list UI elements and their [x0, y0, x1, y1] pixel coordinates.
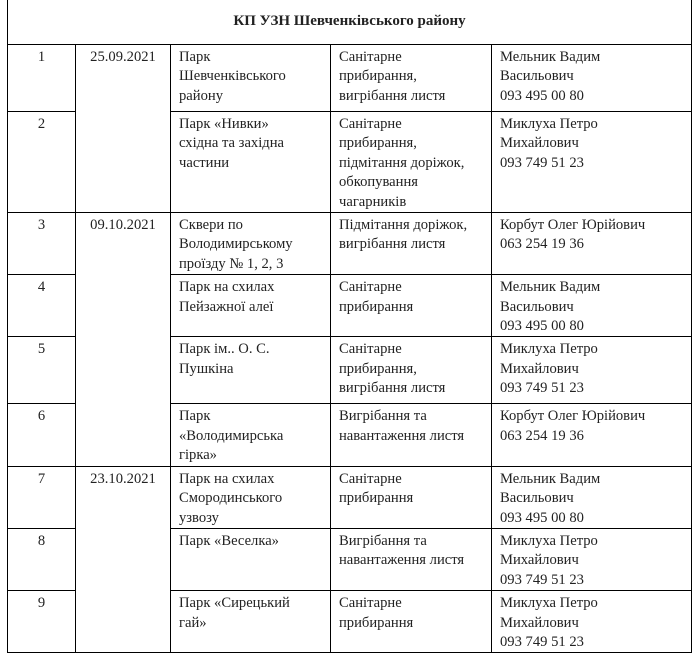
responsible-cell: Миклуха Петро Михайлович 093 749 51 23 [492, 337, 692, 404]
work-cell: Санітарне прибирання [331, 466, 492, 528]
responsible-cell: Корбут Олег Юрійович 063 254 19 36 [492, 404, 692, 466]
date-cell: 09.10.2021 [76, 213, 171, 467]
table-row [8, 466, 692, 528]
place-cell: Парк «Сирецький гай» [171, 591, 331, 653]
date-cell: 23.10.2021 [76, 466, 171, 653]
work-cell: Підмітання доріжок, вигрібання листя [331, 213, 492, 275]
responsible-cell: Мельник Вадим Васильович 093 495 00 80 [492, 275, 692, 337]
place-cell: Парк на схилах Пейзажної алеї [171, 275, 331, 337]
work-cell: Санітарне прибирання [331, 591, 492, 653]
place-cell: Парк на схилах Смородинського узвозу [171, 466, 331, 528]
work-cell: Санітарне прибирання, вигрібання листя [331, 45, 492, 112]
responsible-cell: Мельник Вадим Васильович 093 495 00 80 [492, 45, 692, 112]
work-cell: Санітарне прибирання [331, 275, 492, 337]
row-number: 7 [8, 466, 76, 528]
row-number: 6 [8, 404, 76, 466]
place-cell: Парк «Веселка» [171, 528, 331, 590]
date-cell: 25.09.2021 [76, 45, 171, 213]
title-row [8, 0, 692, 45]
work-cell: Санітарне прибирання, підмітання доріжок, обкопування чагарників [331, 112, 492, 213]
responsible-cell: Миклуха Петро Михайлович 093 749 51 23 [492, 591, 692, 653]
row-number: 2 [8, 112, 76, 213]
row-number: 4 [8, 275, 76, 337]
responsible-cell: Мельник Вадим Васильович 093 495 00 80 [492, 466, 692, 528]
responsible-cell: Корбут Олег Юрійович 063 254 19 36 [492, 213, 692, 275]
row-number: 8 [8, 528, 76, 590]
responsible-cell: Миклуха Петро Михайлович 093 749 51 23 [492, 112, 692, 213]
place-cell: Сквери по Володимирському проїзду № 1, 2, 3 [171, 213, 331, 275]
place-cell: Парк «Володимирська гірка» [171, 404, 331, 466]
schedule-table [7, 0, 692, 653]
row-number: 5 [8, 337, 76, 404]
table-row [8, 45, 692, 112]
table-title: КП УЗН Шевченківського району [8, 0, 692, 45]
work-cell: Вигрібання та навантаження листя [331, 404, 492, 466]
work-cell: Санітарне прибирання, вигрібання листя [331, 337, 492, 404]
row-number: 3 [8, 213, 76, 275]
place-cell: Парк ім.. О. С. Пушкіна [171, 337, 331, 404]
place-cell: Парк Шевченківського району [171, 45, 331, 112]
work-cell: Вигрібання та навантаження листя [331, 528, 492, 590]
table-row [8, 213, 692, 275]
responsible-cell: Миклуха Петро Михайлович 093 749 51 23 [492, 528, 692, 590]
place-cell: Парк «Нивки» східна та західна частини [171, 112, 331, 213]
row-number: 1 [8, 45, 76, 112]
row-number: 9 [8, 591, 76, 653]
